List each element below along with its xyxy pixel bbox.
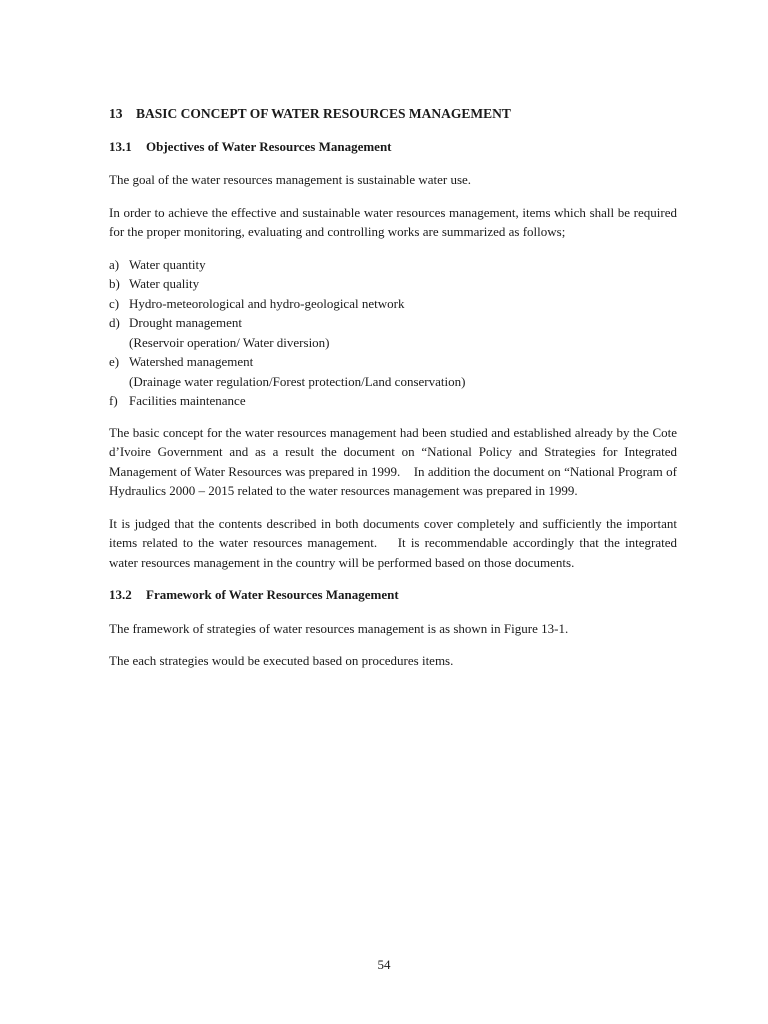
section-title: Objectives of Water Resources Management (146, 138, 392, 154)
chapter-number: 13 (109, 106, 123, 121)
list-item-text: Facilities maintenance (129, 393, 246, 408)
section-heading-13-1 (109, 137, 677, 157)
paragraph-framework: The framework of strategies of water resources management is as shown in Figure 13-1. (109, 620, 569, 636)
list-marker: c) (109, 295, 120, 311)
document-body (109, 104, 677, 684)
paragraph-goal: The goal of the water resources management is sustainable water use. (109, 172, 472, 187)
list-item-text: Watershed management (129, 354, 254, 369)
list-marker: e) (109, 354, 120, 369)
list-item (109, 274, 677, 294)
list-marker: b) (109, 276, 120, 291)
paragraph-strategies: The each strategies would be executed based on procedures items. (109, 653, 454, 668)
list-item-text: Water quality (129, 276, 200, 291)
section-title: Framework of Water Resources Management (146, 587, 399, 602)
section-heading-13-2 (109, 585, 677, 605)
list-marker: d) (109, 315, 120, 330)
list-item (109, 294, 677, 314)
list-item (109, 255, 677, 275)
list-item-text: Water quantity (129, 256, 206, 272)
list-item-subtext: (Reservoir operation/ Water diversion) (129, 334, 330, 350)
list-item (109, 352, 677, 372)
list-item-text: Hydro-meteorological and hydro-geological network (129, 295, 405, 311)
list-item (109, 391, 677, 411)
page-number: 54 (377, 957, 391, 972)
paragraph-judgement: It is judged that the contents described in both documents cover completely and sufficiently the important items related to the water resources management. It is recommendable accordingly that the integrated water resources management in the country will be performed based on those documents. (109, 515, 677, 570)
paragraph-intro: In order to achieve the effective and sustainable water resources management, items which shall be required for the proper monitoring, evaluating and controlling works are summarized as follows; (109, 204, 677, 239)
list-item-subtext: (Drainage water regulation/Forest protection/Land conservation) (129, 373, 466, 389)
list-item-text: Drought management (129, 315, 242, 330)
list-marker: a) (109, 256, 120, 272)
section-number: 13.2 (109, 587, 132, 602)
chapter-title: BASIC CONCEPT OF WATER RESOURCES MANAGEMENT (136, 106, 511, 121)
list-marker: f) (109, 393, 118, 408)
section-number: 13.1 (109, 138, 132, 154)
chapter-heading (109, 104, 677, 124)
paragraph-basic-concept: The basic concept for the water resources management had been studied and established already by the Cote d’Ivoire Government and as a result the document on “National Policy and Strategies for Integrated Management of Water Resources was prepared in 1999. In addition the document on “National Program of Hydraulics 2000 – 2015 related to the water resources management was prepared in 1999. (109, 424, 677, 498)
list-item (109, 313, 677, 333)
objectives-list (109, 255, 677, 411)
